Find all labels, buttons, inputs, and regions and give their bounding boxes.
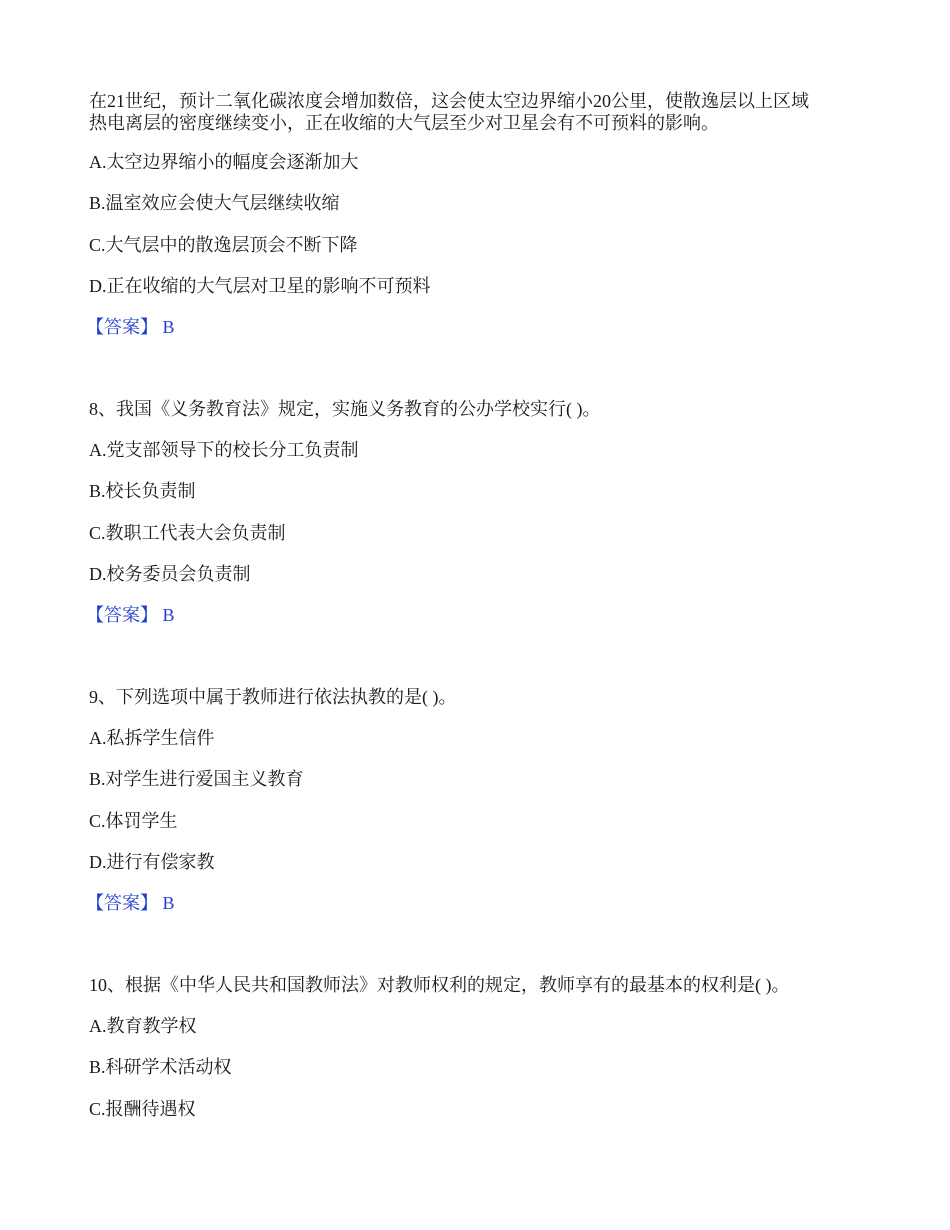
q9-answer: 【答案】 B [86,893,175,913]
question-text-line-2: 热电离层的密度继续变小，正在收缩的大气层至少对卫星会有不可预料的影响。 [89,113,719,133]
option-c: C.大气层中的散逸层顶会不断下降 [89,235,358,255]
q8-option-b: B.校长负责制 [89,481,196,501]
q9-option-d: D.进行有偿家教 [89,852,215,872]
option-b: B.温室效应会使大气层继续收缩 [89,193,340,213]
question-9-stem: 9、下列选项中属于教师进行依法执教的是( )。 [89,687,457,707]
option-a: A.太空边界缩小的幅度会逐渐加大 [89,152,359,172]
q10-option-a: A.教育教学权 [89,1016,197,1036]
q8-option-c: C.教职工代表大会负责制 [89,523,286,543]
q10-option-b: B.科研学术活动权 [89,1057,232,1077]
question-8-stem: 8、我国《义务教育法》规定，实施义务教育的公办学校实行( )。 [89,399,601,419]
q8-option-d: D.校务委员会负责制 [89,564,251,584]
q10-option-c: C.报酬待遇权 [89,1099,196,1119]
q9-option-a: A.私拆学生信件 [89,728,215,748]
q9-option-c: C.体罚学生 [89,811,178,831]
q8-option-a: A.党支部领导下的校长分工负责制 [89,440,359,460]
option-d: D.正在收缩的大气层对卫星的影响不可预料 [89,276,431,296]
question-10-stem: 10、根据《中华人民共和国教师法》对教师权利的规定，教师享有的最基本的权利是( )。 [89,975,790,995]
q8-answer: 【答案】 B [86,605,175,625]
question-text-line-1: 在21世纪，预计二氧化碳浓度会增加数倍，这会使太空边界缩小20公里，使散逸层以上区域 [89,91,809,111]
answer-label: 【答案】 B [86,317,175,337]
q9-option-b: B.对学生进行爱国主义教育 [89,769,304,789]
